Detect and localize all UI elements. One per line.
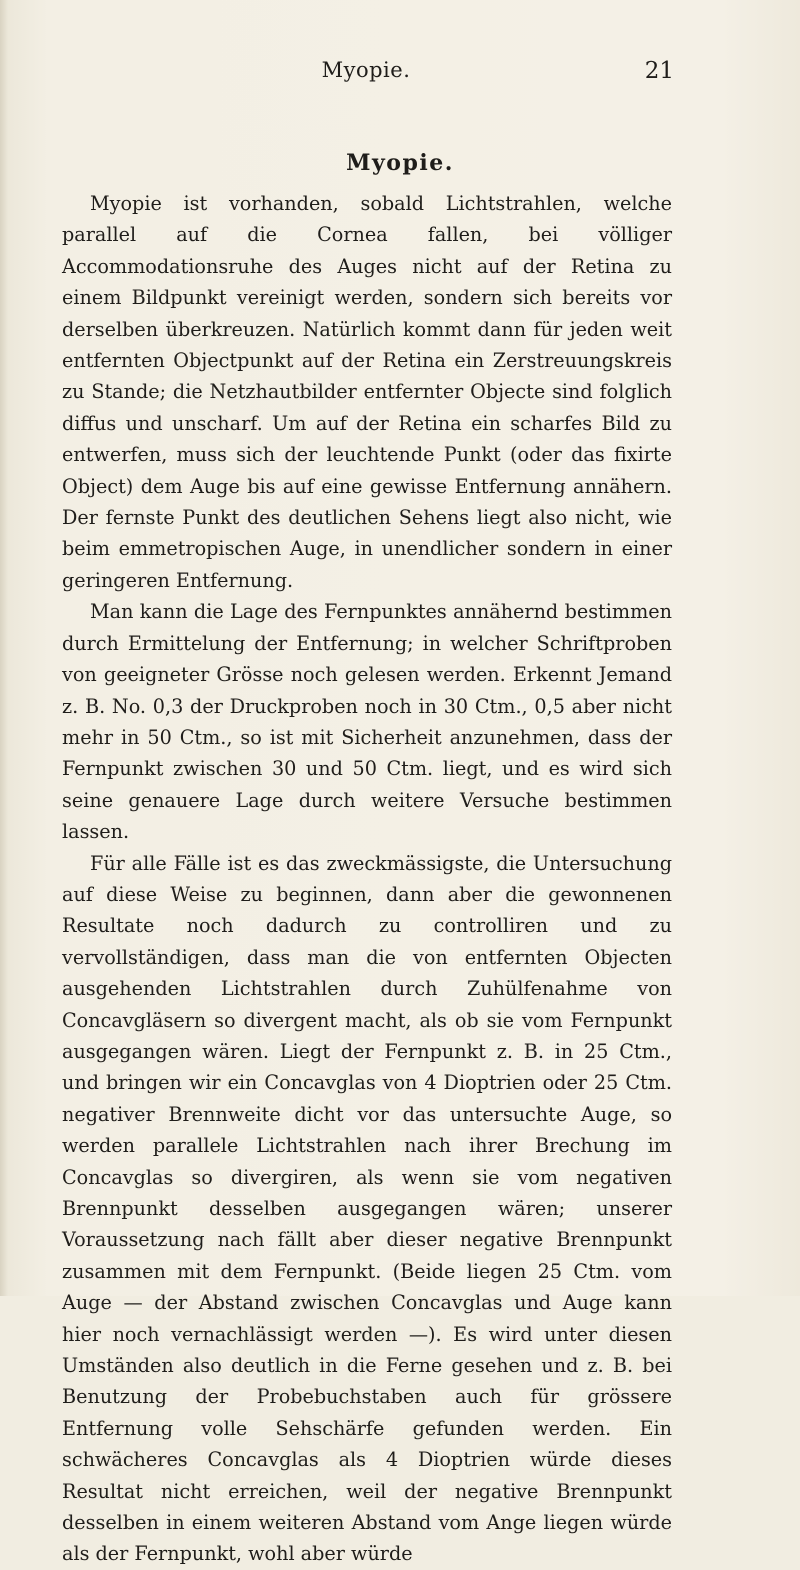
paragraph: Man kann die Lage des Fernpunktes annähernd bestimmen durch Ermittelung der Entfernung; in welcher Schriftproben von geeigneter Grösse noch gelesen werden. Erkennt Jemand z. B. No. 0,3 der Druckproben noch in 30 Ctm., 0,5 aber nicht mehr in 50 Ctm., so ist mit Sicherheit anzunehmen, dass der Fernpunkt zwischen 30 und 50 Ctm. liegt, und es wird sich seine genauere Lage durch weitere Versuche bestimmen lassen.: [62, 600, 672, 844]
running-header-title: Myopie.: [321, 58, 411, 82]
page-gutter-shadow: [0, 0, 8, 1296]
paragraph: Myopie ist vorhanden, sobald Lichtstrahlen, welche parallel auf die Cornea fallen, bei völliger Accommodationsruhe des Auges nicht auf der Retina zu einem Bildpunkt vereinigt werden, sondern sich bereits vor derselben überkreuzen. Natürlich kommt dann für jeden weit entfernten Objectpunkt auf der Retina ein Zerstreuungskreis zu Stande; die Netzhautbilder entfernter Objecte sind folglich diffus und unscharf. Um auf der Retina ein scharfes Bild zu entwerfen, muss sich der leuchtende Punkt (oder das fixirte Object) dem Auge bis auf eine gewisse Entfernung annähern. Der fernste Punkt des deutlichen Sehens liegt also nicht, wie beim emmetropischen Auge, in unendlicher sondern in einer geringeren Entfernung.: [62, 192, 672, 592]
page-number: 21: [644, 58, 674, 84]
paragraph: Für alle Fälle ist es das zweckmässigste, die Untersuchung auf diese Weise zu beginnen, dann aber die gewonnenen Resultate noch dadurch zu controlliren und zu vervollständigen, dass man die von entfernten Objecten ausgehenden Lichtstrahlen durch Zuhülfenahme von Concavgläsern so divergent macht, als ob sie vom Fernpunkt ausgegangen wären. Liegt der Fernpunkt z. B. in 25 Ctm., und bringen wir ein Concavglas von 4 Dioptrien oder 25 Ctm. negativer Brennweite dicht vor das untersuchte Auge, so werden parallele Lichtstrahlen nach ihrer Brechung im Concavglas so divergiren, als wenn sie vom negativen Brennpunkt desselben ausgegangen wären; unserer Voraussetzung nach fällt aber dieser negative Brennpunkt zusammen mit dem Fernpunkt. (Beide liegen 25 Ctm. vom Auge — der Abstand zwischen Concavglas und Auge kann hier noch vernachlässigt werden —). Es wird unter diesen Umständen also deutlich in die Ferne gesehen und z. B. bei Benutzung der Probebuchstaben auch für grössere Entfernung volle Sehschärfe gefunden werden. Ein schwächeres Concavglas als 4 Dioptrien würde dieses Resultat nicht erreichen, weil der negative Brennpunkt desselben in einem weiteren Abstand vom Ange liegen würde als der Fernpunkt, wohl aber würde: [62, 851, 672, 1566]
running-header: [60, 58, 672, 92]
section-heading: Myopie.: [346, 150, 454, 176]
body-text: [62, 188, 672, 1570]
